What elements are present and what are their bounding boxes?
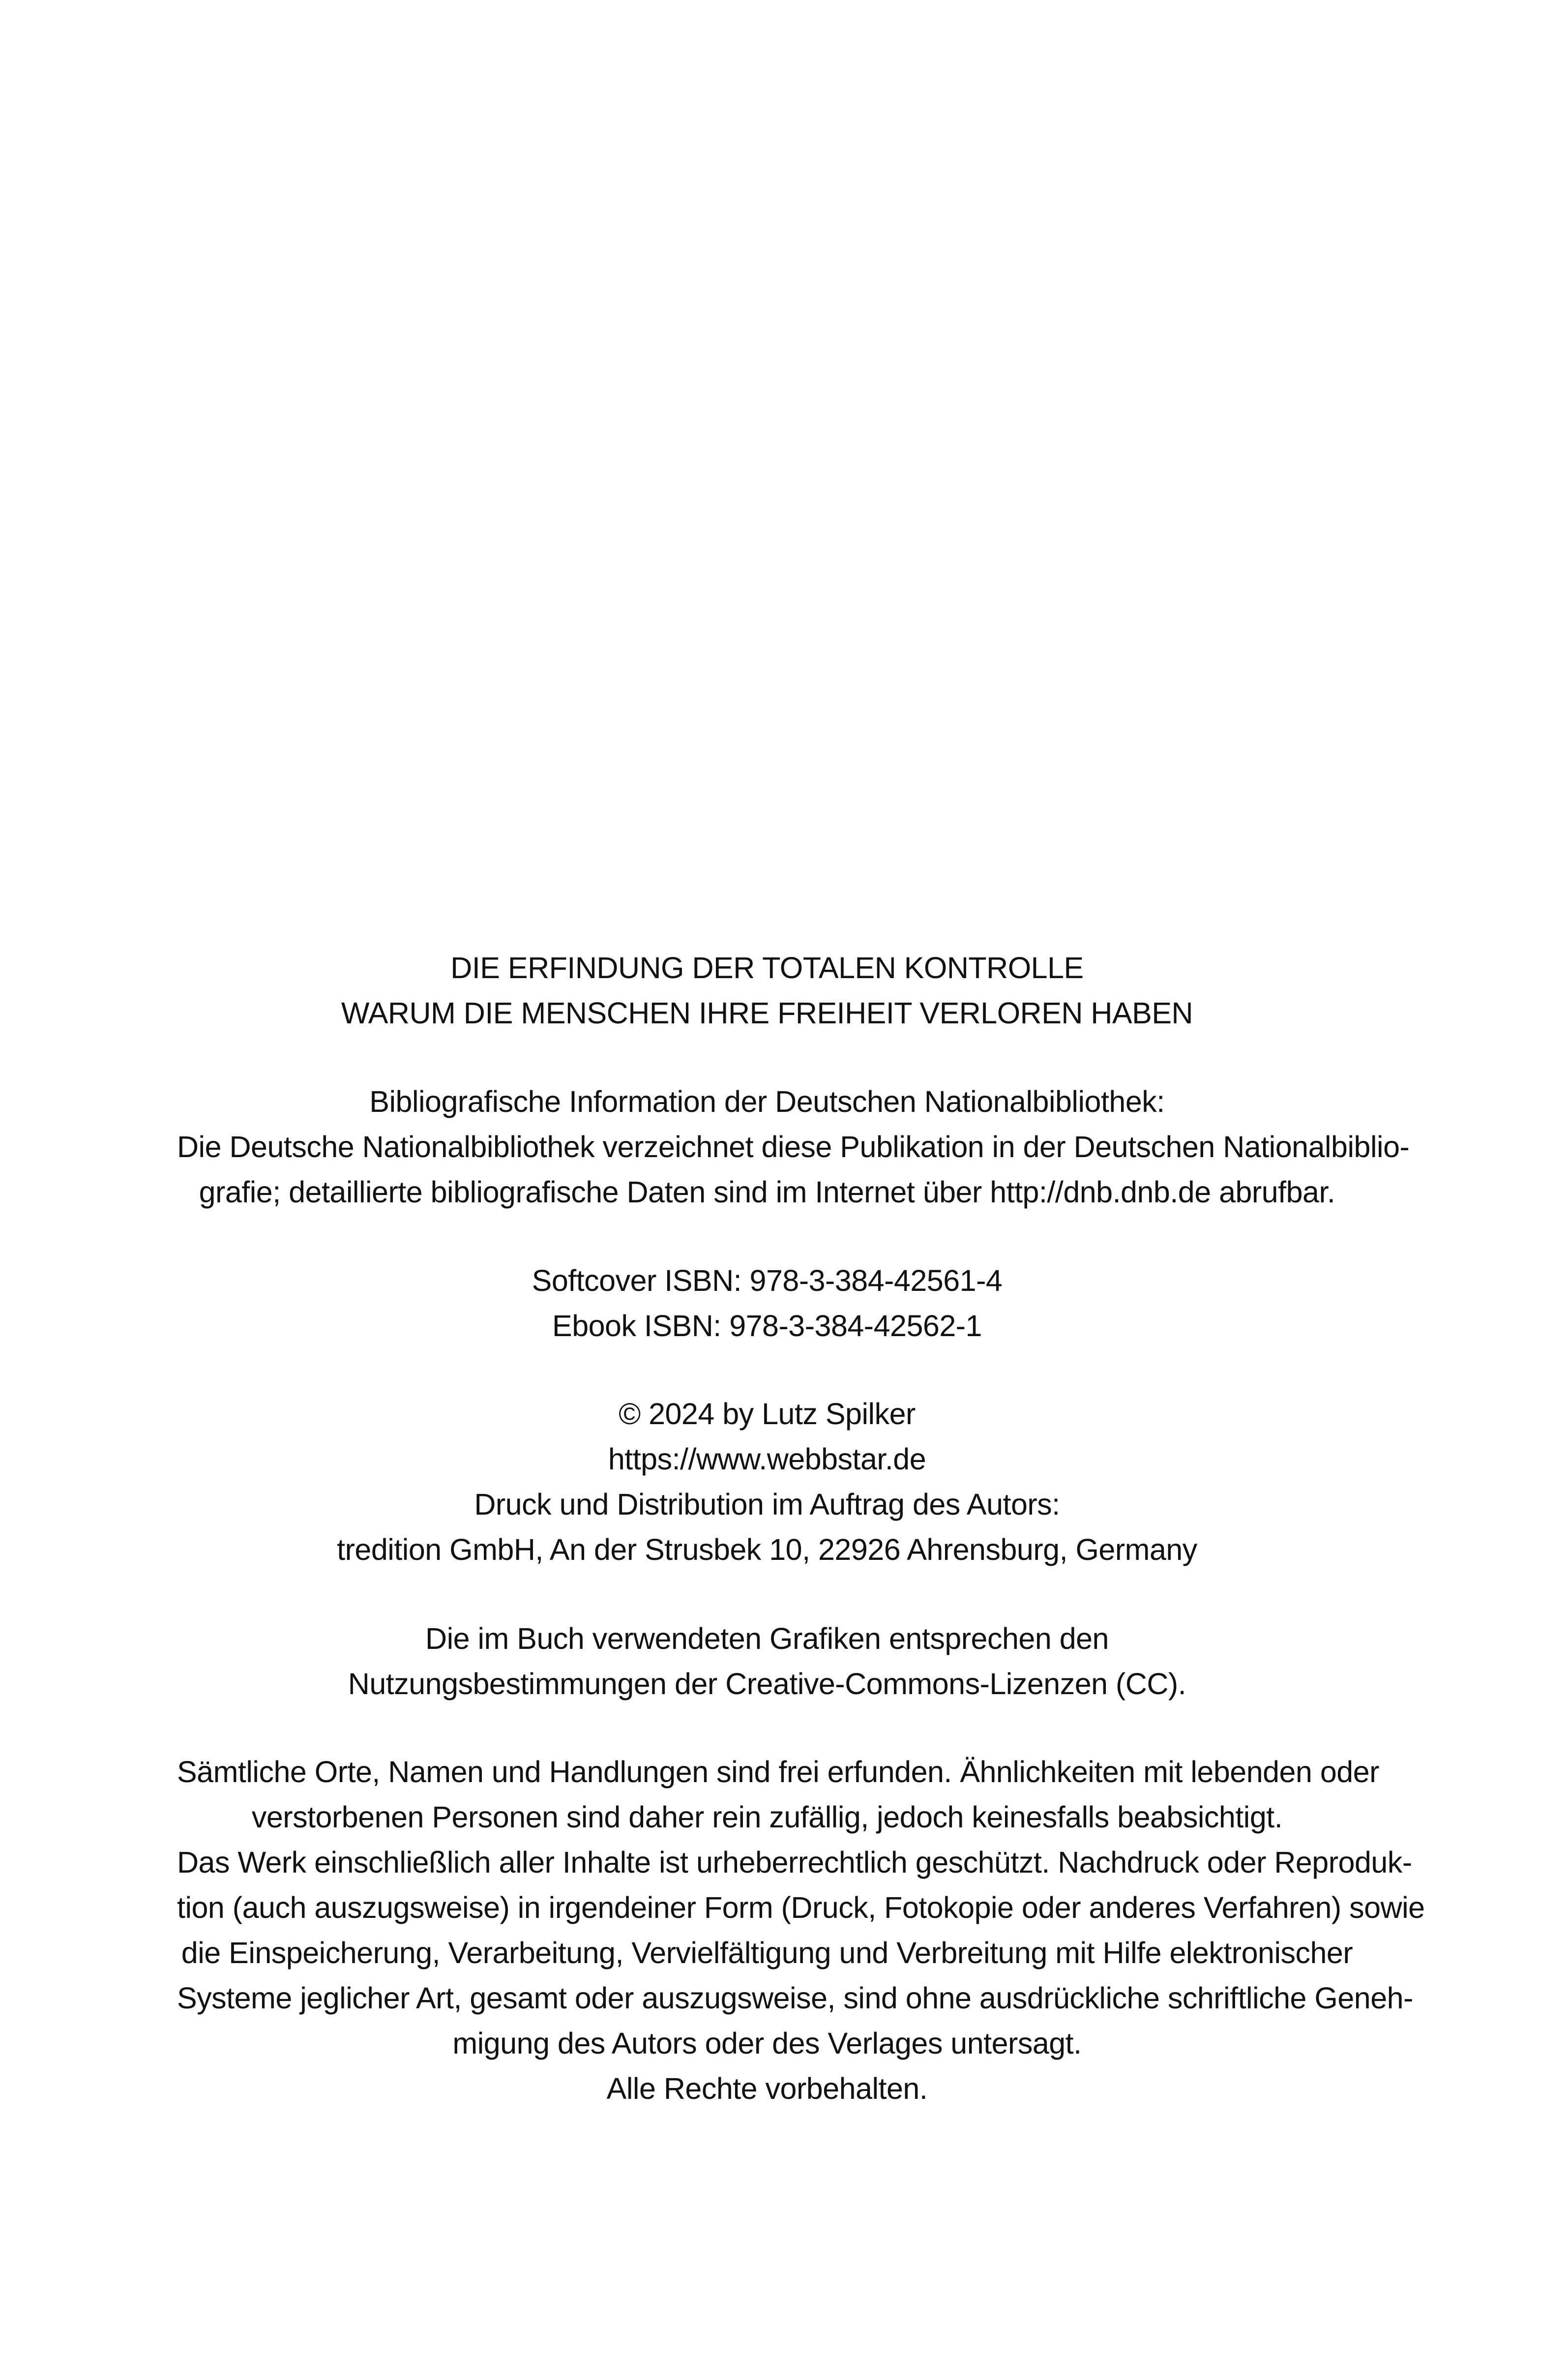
book-title: DIE ERFINDUNG DER TOTALEN KONTROLLE — [450, 951, 1084, 985]
legal-notice-line: tion (auch auszugsweise) in irgendeiner Form (Druck, Fotokopie oder anderes Verfahren) sowie — [177, 1891, 1425, 1924]
author-website: https://www.webbstar.de — [608, 1442, 926, 1476]
legal-notice-line: verstorbenen Personen sind daher rein zufällig, jedoch keinesfalls beabsichtigt. — [251, 1800, 1283, 1834]
bibliographic-text-line: grafie; detaillierte bibliografische Daten sind im Internet über http://dnb.dnb.de abrufbar. — [199, 1175, 1335, 1209]
rights-reserved: Alle Rechte vorbehalten. — [606, 2072, 928, 2105]
graphics-license-line: Die im Buch verwendeten Grafiken entsprechen den — [425, 1622, 1109, 1655]
copyright-notice: © 2024 by Lutz Spilker — [619, 1397, 916, 1431]
legal-notice-line: migung des Autors oder des Verlages untersagt. — [452, 2027, 1082, 2060]
isbn-block — [177, 1258, 1357, 1348]
bibliographic-heading: Bibliografische Information der Deutschen Nationalbibliothek: — [369, 1085, 1165, 1118]
book-subtitle: WARUM DIE MENSCHEN IHRE FREIHEIT VERLOREN HABEN — [341, 996, 1193, 1030]
bibliographic-text-line: Die Deutsche Nationalbibliothek verzeichnet diese Publikation in der Deutschen Nationalbiblio- — [177, 1130, 1410, 1164]
graphics-license-block — [177, 1616, 1357, 1706]
bibliographic-info-block — [177, 1079, 1410, 1215]
copyright-block — [177, 1391, 1357, 1572]
softcover-isbn: Softcover ISBN: 978-3-384-42561-4 — [532, 1264, 1003, 1297]
legal-notice-line: Systeme jeglicher Art, gesamt oder auszugsweise, sind ohne ausdrückliche schriftliche Geneh- — [177, 1981, 1413, 2015]
legal-notice-block — [177, 1749, 1425, 2111]
publisher-address: tredition GmbH, An der Strusbek 10, 22926 Ahrensburg, Germany — [337, 1533, 1197, 1566]
ebook-isbn: Ebook ISBN: 978-3-384-42562-1 — [552, 1309, 982, 1343]
legal-notice-line: Das Werk einschließlich aller Inhalte ist urheberrechtlich geschützt. Nachdruck oder Reproduk- — [177, 1846, 1412, 1879]
book-title-block — [177, 945, 1357, 1036]
legal-notice-line: Sämtliche Orte, Namen und Handlungen sind frei erfunden. Ähnlichkeiten mit lebenden oder — [177, 1755, 1379, 1789]
printing-notice: Druck und Distribution im Auftrag des Autors: — [474, 1488, 1060, 1521]
legal-notice-line: die Einspeicherung, Verarbeitung, Vervielfältigung und Verbreitung mit Hilfe elektronischer — [181, 1936, 1353, 1970]
graphics-license-line: Nutzungsbestimmungen der Creative-Commons-Lizenzen (CC). — [348, 1667, 1186, 1701]
